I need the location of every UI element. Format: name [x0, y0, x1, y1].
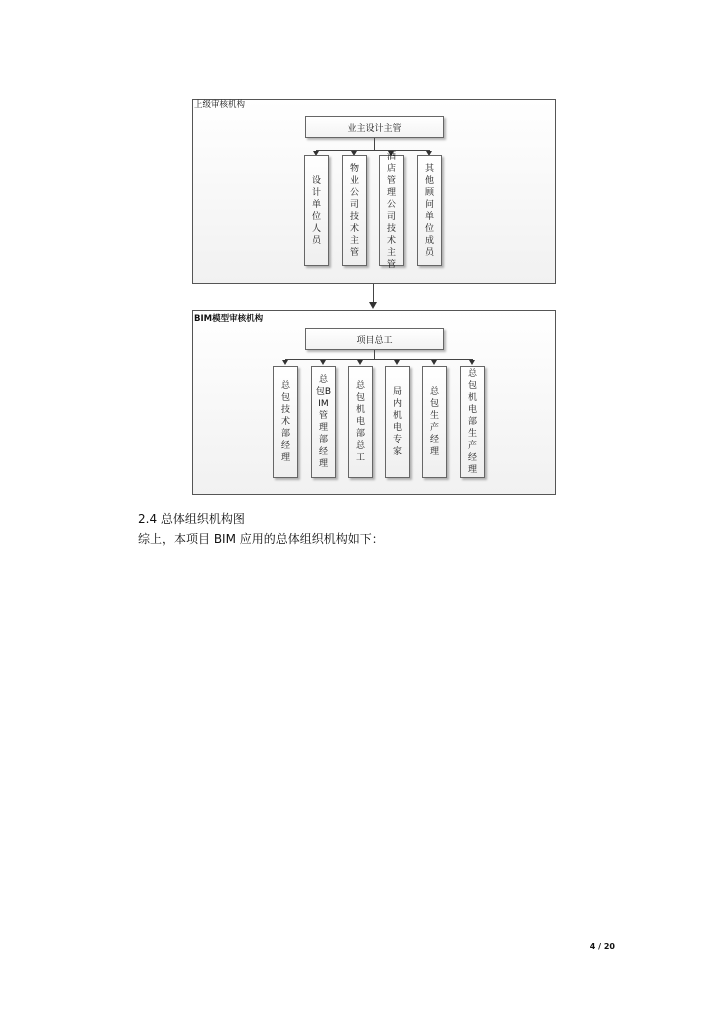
upper-header-box: 业主设计主管 [305, 116, 444, 138]
arrow-down-icon [320, 360, 326, 365]
section-heading: 2.4 总体组织机构图 [138, 512, 245, 526]
connector [374, 138, 375, 150]
org-box: 总包机电部生产经理 [460, 366, 485, 478]
org-box: 总包技术部经理 [273, 366, 298, 478]
lower-panel-title: BIM模型审核机构 [194, 314, 264, 324]
page-number: 4 / 20 [589, 942, 615, 951]
connector [285, 359, 472, 360]
arrow-down-icon [357, 360, 363, 365]
org-box: 设计单位人员 [304, 155, 329, 266]
lower-header-box: 项目总工 [305, 328, 444, 350]
panel-connector-line [373, 284, 374, 303]
arrow-down-icon [394, 360, 400, 365]
org-box: 总包BIM管理部经理 [311, 366, 336, 478]
body-paragraph: 综上，本项目 BIM 应用的总体组织机构如下： [138, 532, 384, 546]
org-box: 总包生产经理 [422, 366, 447, 478]
org-box: 酒店管理公司技术主管 [379, 155, 404, 266]
connector [316, 150, 429, 151]
arrow-down-icon [369, 302, 377, 309]
connector [374, 350, 375, 359]
upper-review-panel [192, 99, 556, 284]
org-box: 总包机电部总工 [348, 366, 373, 478]
arrow-down-icon [469, 360, 475, 365]
org-box: 物业公司技术主管 [342, 155, 367, 266]
arrow-down-icon [431, 360, 437, 365]
upper-panel-title: 上级审核机构 [194, 100, 246, 110]
arrow-down-icon [282, 360, 288, 365]
org-box: 局内机电专家 [385, 366, 410, 478]
bim-model-review-panel [192, 310, 556, 495]
org-box: 其他顾问单位成员 [417, 155, 442, 266]
